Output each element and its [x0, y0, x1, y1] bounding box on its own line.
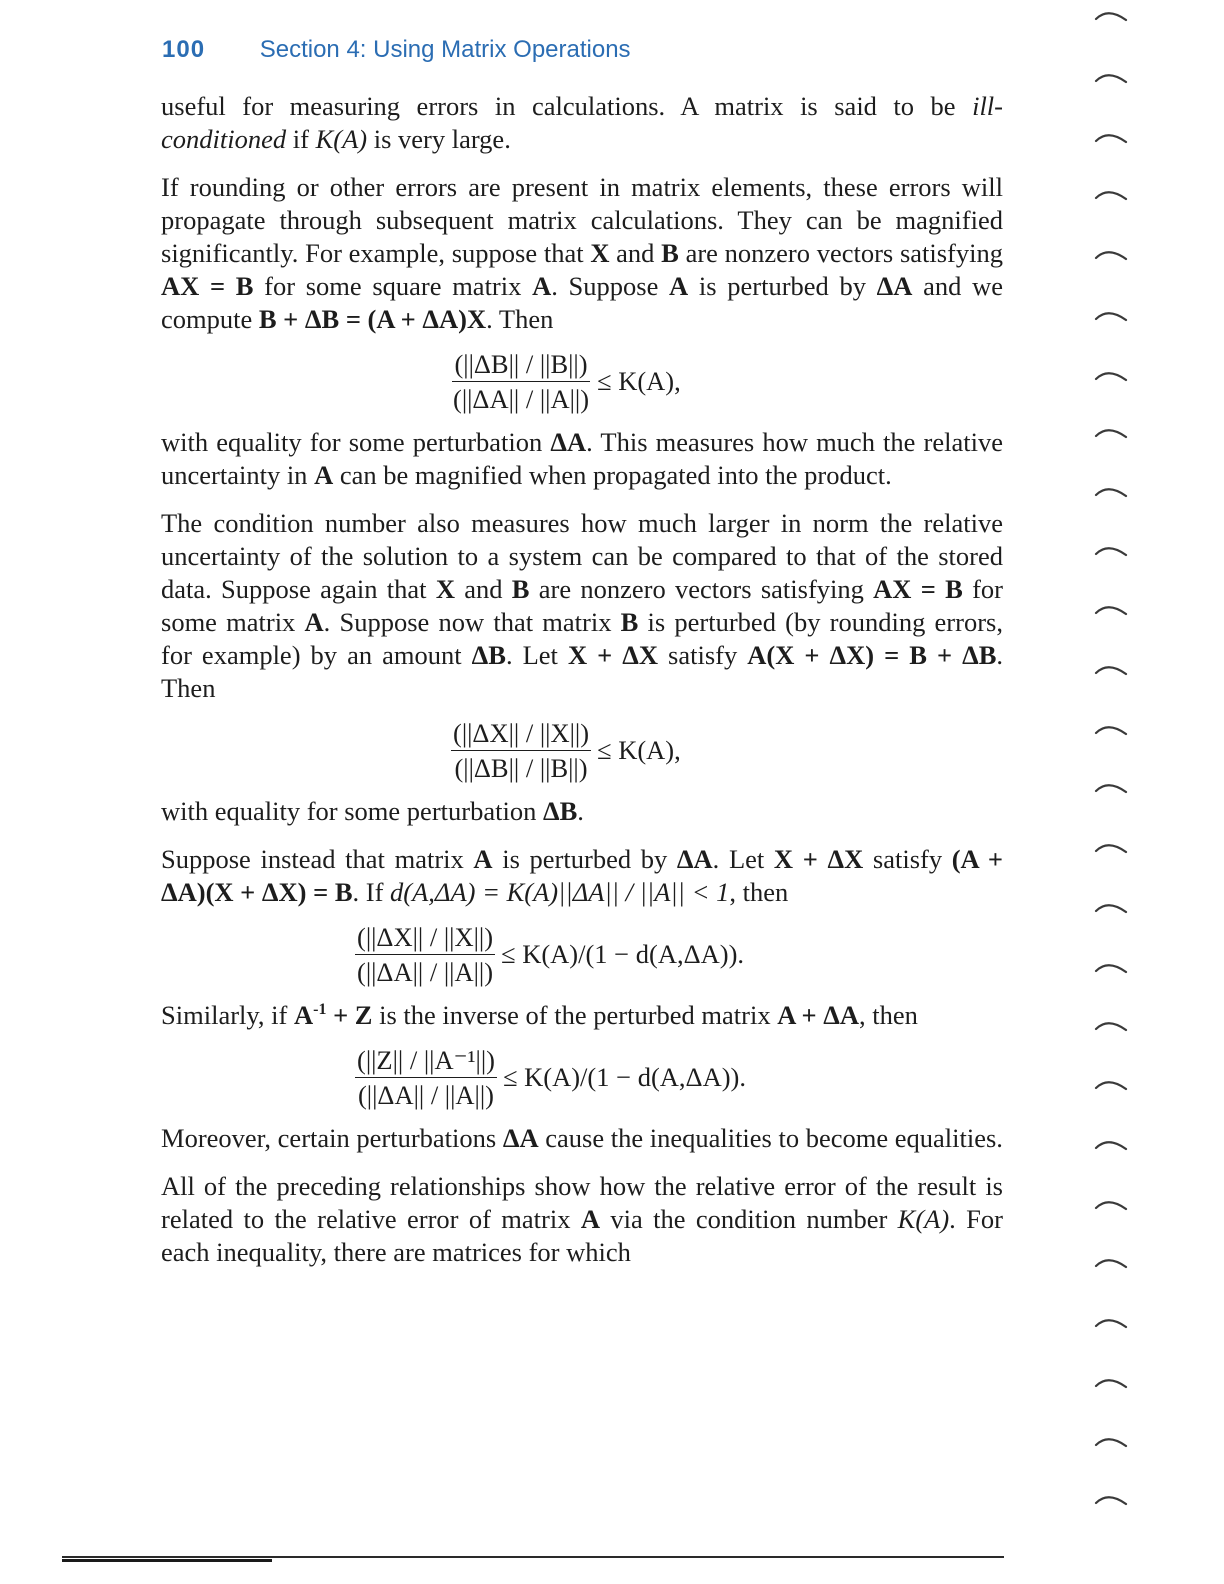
math-inline: K(A) — [315, 124, 368, 154]
text-run: is perturbed (by rounding errors, for example) by an amount — [161, 607, 1003, 670]
binding-ring-icon — [1094, 1137, 1128, 1153]
binding-ring-icon — [1094, 368, 1128, 384]
equation — [161, 1034, 1003, 1120]
text-run: are nonzero vectors satisfying — [529, 574, 874, 604]
text-run: via the condition number — [600, 1204, 898, 1234]
math-inline: ΔA — [550, 427, 587, 457]
math-inline: AX = B — [873, 574, 963, 604]
math-inline: X + ΔX — [567, 640, 658, 670]
text-run: . Let — [505, 640, 568, 670]
text-run: with equality for some perturbation — [161, 427, 551, 457]
text-run: if — [286, 124, 316, 154]
math-inline: (A + ΔA)(X + ΔX) = B — [161, 844, 1003, 907]
fraction-denominator: (||ΔA|| / ||A||) — [357, 1079, 494, 1110]
paragraph — [161, 90, 1003, 156]
math-inline: ΔA — [502, 1123, 539, 1153]
math-inline: ΔA — [876, 271, 913, 301]
binding-ring-icon — [1094, 8, 1128, 24]
fraction — [355, 921, 495, 988]
text-run: are nonzero vectors satisfying — [678, 238, 1003, 268]
text-run: is very large. — [367, 124, 511, 154]
text-run: for some matrix — [161, 574, 1003, 637]
binding-ring-icon — [1094, 1255, 1128, 1271]
fraction-numerator: (||ΔX|| / ||X||) — [355, 921, 495, 955]
math-inline: B + ΔB = — [258, 304, 361, 334]
text-run: . For each inequality, there are matrices for which — [161, 1204, 1003, 1267]
paragraph — [161, 1122, 1003, 1155]
page-bottom-rule — [62, 1556, 1004, 1558]
text-run: . Suppose now that matrix — [323, 607, 621, 637]
text-run: cause the inequalities to become equalities. — [538, 1123, 1003, 1153]
math-inline: B — [511, 574, 530, 604]
equation — [161, 911, 1003, 997]
math-inline: K(A) — [897, 1204, 950, 1234]
binding-ring-icon — [1094, 1375, 1128, 1391]
text-run: Similarly, if — [161, 1000, 294, 1030]
math-inline: (A + ΔA)X — [367, 304, 487, 334]
text-run: . Let — [712, 844, 774, 874]
fraction-numerator: (||ΔB|| / ||B||) — [452, 348, 589, 382]
inequality-rhs: ≤ K(A)/(1 − d(A,ΔA)). — [501, 938, 745, 969]
binding-ring-icon — [1094, 900, 1128, 916]
math-inline: ΔB — [471, 640, 506, 670]
binding-ring-icon — [1094, 1492, 1128, 1508]
text-run: for some square matrix — [253, 271, 533, 301]
math-inline: X — [435, 574, 455, 604]
page-header — [162, 36, 631, 64]
text-run: can be magnified when propagated into the product. — [333, 460, 892, 490]
text-run: , then — [729, 877, 789, 907]
page-bottom-rule-accent — [62, 1559, 272, 1562]
paragraph — [161, 999, 1003, 1032]
text-run: The condition number also measures how much larger in norm the relative uncertainty of the solution to a system can be compared to that of the stored data. Suppose again that — [161, 508, 1003, 604]
text-run: useful for measuring errors in calculations. A matrix is said to be — [161, 91, 973, 121]
page-body — [161, 90, 1003, 1269]
binding-ring-icon — [1094, 1077, 1128, 1093]
text-run: . Then — [486, 304, 554, 334]
text-run: is perturbed by — [688, 271, 877, 301]
binding-ring-icon — [1094, 187, 1128, 203]
paragraph — [161, 426, 1003, 492]
binding-ring-icon — [1094, 130, 1128, 146]
paragraph — [161, 1170, 1003, 1269]
text-run: . If — [352, 877, 391, 907]
inequality-rhs: ≤ K(A), — [597, 734, 681, 765]
equation — [161, 338, 1003, 424]
math-inline: A + ΔA — [777, 1000, 859, 1030]
math-inline: A — [473, 844, 493, 874]
binding-ring-icon — [1094, 308, 1128, 324]
math-inline: B — [620, 607, 639, 637]
text-run: If rounding or other errors are present in matrix elements, these errors will propagate through subsequent matrix calculations. They can be magnified significantly. For example, suppose that — [161, 172, 1003, 268]
fraction-denominator: (||ΔA|| / ||A||) — [357, 956, 494, 987]
binding-ring-icon — [1094, 1197, 1128, 1213]
binding-ring-icon — [1094, 425, 1128, 441]
binding-ring-icon — [1094, 840, 1128, 856]
text-run: , then — [859, 1000, 918, 1030]
text-run: is perturbed by — [492, 844, 677, 874]
paragraph — [161, 507, 1003, 705]
binding-ring-icon — [1094, 1434, 1128, 1450]
page-number: 100 — [162, 36, 206, 63]
binding-ring-icon — [1094, 247, 1128, 263]
inequality-rhs: ≤ K(A), — [597, 365, 681, 396]
text-run: with equality for some perturbation — [161, 796, 543, 826]
binding-rings — [1094, 0, 1134, 1584]
math-inline: A — [669, 271, 689, 301]
binding-ring-icon — [1094, 602, 1128, 618]
binding-ring-icon — [1094, 70, 1128, 86]
text-run: and we compute — [161, 271, 1003, 334]
equation — [161, 707, 1003, 793]
fraction-numerator: (||ΔX|| / ||X||) — [451, 717, 591, 751]
text-run: and — [609, 238, 662, 268]
text-run: and — [454, 574, 512, 604]
section-title: Section 4: Using Matrix Operations — [259, 36, 631, 63]
text-run: satisfy — [863, 844, 952, 874]
binding-ring-icon — [1094, 1018, 1128, 1034]
math-inline: d(A,ΔA) = K(A)||ΔA|| / ||A|| < 1 — [390, 877, 730, 907]
math-inline: A — [314, 460, 334, 490]
math-inline: AX = B — [161, 271, 254, 301]
fraction-denominator: (||ΔB|| / ||B||) — [454, 752, 588, 783]
text-run: Suppose instead that matrix — [161, 844, 474, 874]
math-inline: ΔB — [542, 796, 578, 826]
math-inline: $A^{-1} + Z$ — [293, 1000, 373, 1030]
math-inline: A — [304, 607, 324, 637]
binding-ring-icon — [1094, 543, 1128, 559]
math-inline: X + ΔX — [773, 844, 864, 874]
fraction — [451, 348, 591, 415]
text-run: Moreover, certain perturbations — [161, 1123, 503, 1153]
math-inline: A(X + ΔX) = B + ΔB — [747, 640, 997, 670]
text-run: satisfy — [658, 640, 748, 670]
fraction-numerator: (||Z|| / ||A⁻¹||) — [355, 1044, 497, 1078]
binding-ring-icon — [1094, 484, 1128, 500]
fraction — [355, 1044, 497, 1111]
math-inline: ΔA — [676, 844, 713, 874]
math-inline: B — [661, 238, 679, 268]
paragraph — [161, 843, 1003, 909]
text-run: . Then — [161, 640, 1003, 703]
math-inline: A — [580, 1204, 600, 1234]
paragraph — [161, 171, 1003, 336]
text-run: . — [577, 796, 584, 826]
paragraph — [161, 795, 1003, 828]
binding-ring-icon — [1094, 780, 1128, 796]
fraction-denominator: (||ΔA|| / ||A||) — [453, 383, 590, 414]
text-run: All of the preceding relationships show how the relative error of the result is related to the relative error of matrix — [161, 1171, 1003, 1234]
binding-ring-icon — [1094, 960, 1128, 976]
binding-ring-icon — [1094, 662, 1128, 678]
text-run: . This measures how much the relative uncertainty in — [161, 427, 1003, 490]
inequality-rhs: ≤ K(A)/(1 − d(A,ΔA)). — [502, 1061, 746, 1092]
text-run: . Suppose — [551, 271, 670, 301]
math-inline: A — [532, 271, 552, 301]
fraction — [451, 717, 591, 784]
binding-ring-icon — [1094, 722, 1128, 738]
binding-ring-icon — [1094, 1315, 1128, 1331]
term-ill-conditioned: ill-conditioned — [161, 91, 1003, 154]
text-run: is the inverse of the perturbed matrix — [372, 1000, 778, 1030]
math-inline: X — [590, 238, 610, 268]
